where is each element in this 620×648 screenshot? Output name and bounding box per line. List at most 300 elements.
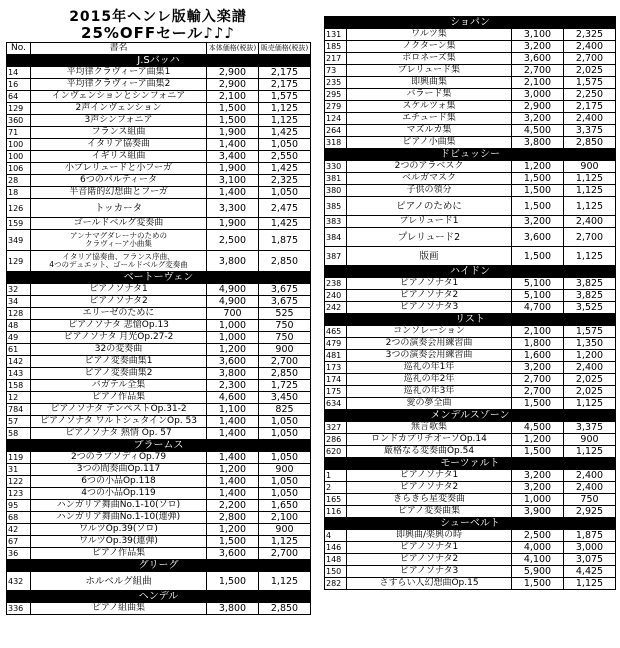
sale-price: 1,875 <box>564 530 616 542</box>
item-title: きらきら星変奏曲 <box>347 494 512 506</box>
table-row <box>7 464 311 476</box>
list-price: 3,000 <box>512 89 564 101</box>
list-price: 2,800 <box>207 512 259 524</box>
sale-price: 1,050 <box>259 416 311 428</box>
sale-price: 2,850 <box>564 137 616 149</box>
item-title: 4つの小品Op.119 <box>31 488 207 500</box>
table-row <box>325 542 616 554</box>
section-header <box>325 458 616 470</box>
list-price: 1,900 <box>207 127 259 139</box>
item-number: 381 <box>325 173 347 185</box>
item-title: インヴェンションとシンフォニア <box>31 91 207 103</box>
item-title: スケルツォ集 <box>347 101 512 113</box>
item-title: ピアノソナタ 悲愴Op.13 <box>31 320 207 332</box>
table-row <box>7 308 311 320</box>
item-title: イギリス組曲 <box>31 151 207 163</box>
item-title: バガテル全集 <box>31 380 207 392</box>
table-header <box>7 43 311 55</box>
list-price: 1,500 <box>207 115 259 127</box>
table-row <box>325 101 616 113</box>
table-row <box>325 506 616 518</box>
item-title: 即興曲集 <box>347 77 512 89</box>
section-label: メンデルスゾーン <box>325 410 616 422</box>
table-row <box>7 218 311 230</box>
list-price: 2,200 <box>207 500 259 512</box>
item-number: 142 <box>7 356 31 368</box>
list-price: 3,600 <box>207 548 259 560</box>
item-number: 128 <box>7 308 31 320</box>
item-title: ピアノのために <box>347 197 512 216</box>
item-number: 68 <box>7 512 31 524</box>
list-price: 1,500 <box>512 578 564 590</box>
item-number: 131 <box>325 29 347 41</box>
item-number: 48 <box>7 320 31 332</box>
item-number: 95 <box>7 500 31 512</box>
section-label: モーツァルト <box>325 458 616 470</box>
section-header <box>325 266 616 278</box>
list-price: 1,200 <box>512 161 564 173</box>
item-title: 2つのアラベスク <box>347 161 512 173</box>
item-title: 3つの間奏曲Op.117 <box>31 464 207 476</box>
section-label: ドビュッシー <box>325 149 616 161</box>
item-number: 264 <box>325 125 347 137</box>
item-number: 330 <box>325 161 347 173</box>
table-row <box>7 187 311 199</box>
sale-price: 1,125 <box>564 197 616 216</box>
item-number: 380 <box>325 185 347 197</box>
item-number: 158 <box>7 380 31 392</box>
table-row <box>7 320 311 332</box>
sale-price: 1,875 <box>259 230 311 251</box>
table-row <box>325 434 616 446</box>
sale-price: 4,425 <box>564 566 616 578</box>
item-title: ポロネーズ集 <box>347 53 512 65</box>
list-price: 4,900 <box>207 296 259 308</box>
table-row <box>325 185 616 197</box>
section-label: グリーグ <box>7 560 311 572</box>
sale-price: 900 <box>259 464 311 476</box>
item-title: イタリア協奏曲 <box>31 139 207 151</box>
list-price: 1,400 <box>207 476 259 488</box>
item-title: プレリュード2 <box>347 228 512 247</box>
item-title: 平均律クラヴィーア曲集1 <box>31 67 207 79</box>
sale-price: 1,050 <box>259 428 311 440</box>
item-title: ワルツOp.39(連弾) <box>31 536 207 548</box>
item-number: 173 <box>325 362 347 374</box>
item-number: 124 <box>325 113 347 125</box>
sale-price: 2,175 <box>564 101 616 113</box>
item-title: ベルガマスク <box>347 173 512 185</box>
item-number: 123 <box>7 488 31 500</box>
item-number: 126 <box>7 199 31 218</box>
sale-price: 1,125 <box>564 578 616 590</box>
item-number: 42 <box>7 524 31 536</box>
item-title: 平均律クラヴィーア曲集2 <box>31 79 207 91</box>
section-header <box>7 440 311 452</box>
section-label: ブラームス <box>7 440 311 452</box>
sale-price: 525 <box>259 308 311 320</box>
table-row <box>7 368 311 380</box>
sale-price: 1,125 <box>564 247 616 266</box>
list-price: 2,100 <box>207 91 259 103</box>
item-number: 67 <box>7 536 31 548</box>
table-row <box>7 488 311 500</box>
item-title: ピアノ変奏曲集 <box>347 506 512 518</box>
sale-price: 1,200 <box>564 350 616 362</box>
item-number: 286 <box>325 434 347 446</box>
item-number: 57 <box>7 416 31 428</box>
item-number: 360 <box>7 115 31 127</box>
list-price: 3,200 <box>512 41 564 53</box>
sale-price: 1,575 <box>564 77 616 89</box>
item-title: 半音階的幻想曲とフーガ <box>31 187 207 199</box>
item-title: 巡礼の年2年 <box>347 374 512 386</box>
item-number: 327 <box>325 422 347 434</box>
sale-price: 900 <box>259 344 311 356</box>
sale-price: 1,125 <box>564 398 616 410</box>
list-price: 2,300 <box>207 380 259 392</box>
list-price: 1,400 <box>207 488 259 500</box>
table-row <box>7 79 311 91</box>
table-row <box>7 536 311 548</box>
table-row <box>325 578 616 590</box>
item-number: 385 <box>325 197 347 216</box>
table-row <box>325 422 616 434</box>
table-row <box>7 199 311 218</box>
table-row <box>7 416 311 428</box>
sale-price: 1,350 <box>564 338 616 350</box>
list-price: 1,400 <box>207 452 259 464</box>
list-price: 3,800 <box>512 137 564 149</box>
list-price: 2,900 <box>207 67 259 79</box>
item-number: 61 <box>7 344 31 356</box>
sale-price: 2,400 <box>564 113 616 125</box>
section-header <box>7 55 311 67</box>
item-title: ハンガリア舞曲No.1-10(連弾) <box>31 512 207 524</box>
section-label: ベートーヴェン <box>7 272 311 284</box>
list-price: 5,900 <box>512 566 564 578</box>
list-price: 1,500 <box>512 247 564 266</box>
section-header <box>325 149 616 161</box>
sale-price: 3,675 <box>259 296 311 308</box>
item-title: ワルツ集 <box>347 29 512 41</box>
header-no: No. <box>7 43 31 55</box>
item-title: 2つのラプソディOp.79 <box>31 452 207 464</box>
section-label: ショパン <box>325 17 616 29</box>
item-number: 620 <box>325 446 347 458</box>
item-title: ピアノ変奏曲集1 <box>31 356 207 368</box>
sale-price: 750 <box>259 332 311 344</box>
page-subtitle: 25%OFFセール♪♪♪ <box>81 24 235 42</box>
list-price: 3,200 <box>512 216 564 228</box>
list-price: 1,500 <box>512 197 564 216</box>
item-number: 122 <box>7 476 31 488</box>
sale-price: 900 <box>259 524 311 536</box>
section-header <box>7 560 311 572</box>
item-title: 巡礼の年1年 <box>347 362 512 374</box>
list-price: 3,200 <box>512 362 564 374</box>
header-title: 書名 <box>31 43 207 55</box>
item-number: 71 <box>7 127 31 139</box>
sale-price: 3,000 <box>564 542 616 554</box>
item-number: 165 <box>325 494 347 506</box>
sale-price: 1,125 <box>564 185 616 197</box>
item-number: 4 <box>325 530 347 542</box>
sale-price: 2,700 <box>259 356 311 368</box>
list-price: 1,900 <box>207 163 259 175</box>
list-price: 4,900 <box>207 284 259 296</box>
list-price: 2,700 <box>512 65 564 77</box>
list-price: 1,500 <box>207 536 259 548</box>
item-title: ゴールドベルグ変奏曲 <box>31 218 207 230</box>
table-row <box>325 247 616 266</box>
sale-price: 2,400 <box>564 216 616 228</box>
item-title: エリーゼのために <box>31 308 207 320</box>
table-row <box>7 572 311 591</box>
item-title: ピアノソナタ3 <box>347 566 512 578</box>
list-price: 1,400 <box>207 187 259 199</box>
sale-price: 2,025 <box>564 386 616 398</box>
sale-price: 3,825 <box>564 290 616 302</box>
item-number: 349 <box>7 230 31 251</box>
list-price: 1,500 <box>207 103 259 115</box>
sale-price: 2,400 <box>564 470 616 482</box>
list-price: 1,500 <box>512 398 564 410</box>
sale-price: 825 <box>259 404 311 416</box>
list-price: 4,700 <box>512 302 564 314</box>
table-row <box>325 173 616 185</box>
item-title: ピアノソナタ1 <box>347 278 512 290</box>
item-number: 34 <box>7 296 31 308</box>
list-price: 3,800 <box>207 603 259 615</box>
sale-price: 1,050 <box>259 476 311 488</box>
sale-price: 2,550 <box>259 151 311 163</box>
item-title: トッカータ <box>31 199 207 218</box>
item-title: ピアノソナタ2 <box>347 482 512 494</box>
item-title: ピアノソナタ1 <box>347 542 512 554</box>
sale-price: 2,100 <box>259 512 311 524</box>
table-row <box>7 251 311 272</box>
sale-price: 2,025 <box>564 65 616 77</box>
list-price: 1,600 <box>512 350 564 362</box>
sale-price: 3,825 <box>564 278 616 290</box>
item-number: 479 <box>325 338 347 350</box>
table-row <box>7 332 311 344</box>
item-title: ピアノ組曲集 <box>31 603 207 615</box>
list-price: 1,500 <box>512 185 564 197</box>
table-row <box>7 296 311 308</box>
table-row <box>7 139 311 151</box>
sale-price: 3,375 <box>564 422 616 434</box>
list-price: 5,100 <box>512 278 564 290</box>
item-title: 版画 <box>347 247 512 266</box>
table-row <box>325 470 616 482</box>
list-price: 2,900 <box>512 101 564 113</box>
table-row <box>325 326 616 338</box>
item-number: 282 <box>325 578 347 590</box>
item-number: 143 <box>7 368 31 380</box>
list-price: 1,200 <box>207 464 259 476</box>
list-price: 700 <box>207 308 259 320</box>
sale-price: 900 <box>564 161 616 173</box>
section-label: リスト <box>325 314 616 326</box>
item-title: エチュード集 <box>347 113 512 125</box>
item-number: 384 <box>325 228 347 247</box>
list-price: 1,000 <box>207 332 259 344</box>
item-number: 28 <box>7 175 31 187</box>
item-number: 318 <box>325 137 347 149</box>
section-label: ヘンデル <box>7 591 311 603</box>
item-number: 100 <box>7 139 31 151</box>
item-title: 即興曲/楽興の時 <box>347 530 512 542</box>
item-number: 481 <box>325 350 347 362</box>
item-title: 2つの演奏会用練習曲 <box>347 338 512 350</box>
item-title: 巡礼の年3年 <box>347 386 512 398</box>
item-title: ピアノ作品集 <box>31 392 207 404</box>
sale-price: 2,700 <box>564 228 616 247</box>
sale-price: 2,025 <box>564 374 616 386</box>
list-price: 3,600 <box>512 53 564 65</box>
list-price: 1,200 <box>207 344 259 356</box>
table-row <box>325 29 616 41</box>
table-row <box>325 386 616 398</box>
sale-price: 3,450 <box>259 392 311 404</box>
item-number: 217 <box>325 53 347 65</box>
list-price: 1,000 <box>512 494 564 506</box>
item-number: 295 <box>325 89 347 101</box>
item-number: 240 <box>325 290 347 302</box>
item-number: 116 <box>325 506 347 518</box>
header-list-price: 本体価格(税抜) <box>207 43 259 55</box>
sale-price: 2,475 <box>259 199 311 218</box>
table-row <box>325 53 616 65</box>
sale-price: 1,050 <box>259 488 311 500</box>
table-row <box>7 284 311 296</box>
item-number: 106 <box>7 163 31 175</box>
item-title: ピアノソナタ 月光Op.27-2 <box>31 332 207 344</box>
list-price: 1,100 <box>207 404 259 416</box>
list-price: 1,200 <box>512 434 564 446</box>
sale-price: 1,650 <box>259 500 311 512</box>
list-price: 3,400 <box>207 151 259 163</box>
item-title: プレリュード集 <box>347 65 512 77</box>
table-row <box>325 137 616 149</box>
sale-price: 2,700 <box>564 53 616 65</box>
sale-price: 1,125 <box>259 103 311 115</box>
sale-price: 750 <box>564 494 616 506</box>
item-number: 279 <box>325 101 347 113</box>
table-row <box>7 524 311 536</box>
list-price: 3,800 <box>207 368 259 380</box>
sale-price: 1,425 <box>259 163 311 175</box>
item-number: 73 <box>325 65 347 77</box>
item-number: 432 <box>7 572 31 591</box>
list-price: 2,100 <box>512 326 564 338</box>
page-title: 2015年ヘンレ版輸入楽譜 <box>69 9 247 25</box>
left-price-table <box>6 42 311 615</box>
table-row <box>325 494 616 506</box>
table-row <box>7 230 311 251</box>
list-price: 1,400 <box>207 428 259 440</box>
sale-price: 2,400 <box>564 482 616 494</box>
item-title: ロンドカプリチオーソOp.14 <box>347 434 512 446</box>
list-price: 3,900 <box>512 506 564 518</box>
item-title: ピアノソナタ1 <box>31 284 207 296</box>
sale-price: 1,050 <box>259 139 311 151</box>
table-row <box>7 115 311 127</box>
item-number: 159 <box>7 218 31 230</box>
list-price: 1,500 <box>512 173 564 185</box>
table-row <box>7 151 311 163</box>
sale-price: 2,400 <box>564 362 616 374</box>
list-price: 1,500 <box>207 572 259 591</box>
table-row <box>7 512 311 524</box>
table-row <box>7 103 311 115</box>
sale-price: 2,850 <box>259 368 311 380</box>
item-number: 49 <box>7 332 31 344</box>
sale-price: 1,050 <box>259 452 311 464</box>
item-title: ノクターン集 <box>347 41 512 53</box>
item-title: 32の変奏曲 <box>31 344 207 356</box>
item-title: 2声インヴェンション <box>31 103 207 115</box>
item-title: ピアノソナタ ワルトシュタインOp. 53 <box>31 416 207 428</box>
item-title: ワルツOp.39(ソロ) <box>31 524 207 536</box>
table-row <box>7 344 311 356</box>
sale-price: 2,325 <box>259 175 311 187</box>
item-title: さすらい人幻想曲Op.15 <box>347 578 512 590</box>
item-title: 子供の領分 <box>347 185 512 197</box>
table-row <box>7 500 311 512</box>
item-title: ピアノ変奏曲集2 <box>31 368 207 380</box>
item-number: 100 <box>7 151 31 163</box>
list-price: 2,700 <box>512 374 564 386</box>
table-row <box>325 482 616 494</box>
item-number: 146 <box>325 542 347 554</box>
table-row <box>325 77 616 89</box>
right-price-table <box>324 16 616 590</box>
table-row <box>7 91 311 103</box>
table-row <box>325 554 616 566</box>
sale-price: 3,075 <box>564 554 616 566</box>
item-title: 6つのパルティータ <box>31 175 207 187</box>
sale-price: 2,850 <box>259 251 311 272</box>
list-price: 1,000 <box>207 320 259 332</box>
list-price: 2,500 <box>512 530 564 542</box>
item-title: ピアノソナタ3 <box>347 302 512 314</box>
sale-price: 3,675 <box>259 284 311 296</box>
table-row <box>325 290 616 302</box>
item-title: バラード集 <box>347 89 512 101</box>
table-row <box>7 67 311 79</box>
table-row <box>7 452 311 464</box>
table-row <box>325 362 616 374</box>
item-title: 愛の夢全曲 <box>347 398 512 410</box>
item-number: 174 <box>325 374 347 386</box>
item-title: 3声シンフォニア <box>31 115 207 127</box>
table-row <box>325 446 616 458</box>
sale-price: 1,425 <box>259 218 311 230</box>
sale-price: 1,425 <box>259 127 311 139</box>
item-number: 32 <box>7 284 31 296</box>
item-number: 150 <box>325 566 347 578</box>
item-number: 119 <box>7 452 31 464</box>
item-number: 129 <box>7 251 31 272</box>
item-number: 14 <box>7 67 31 79</box>
list-price: 4,100 <box>512 554 564 566</box>
header-sale-price: 販売価格(税抜) <box>259 43 311 55</box>
table-row <box>325 113 616 125</box>
table-row <box>325 338 616 350</box>
